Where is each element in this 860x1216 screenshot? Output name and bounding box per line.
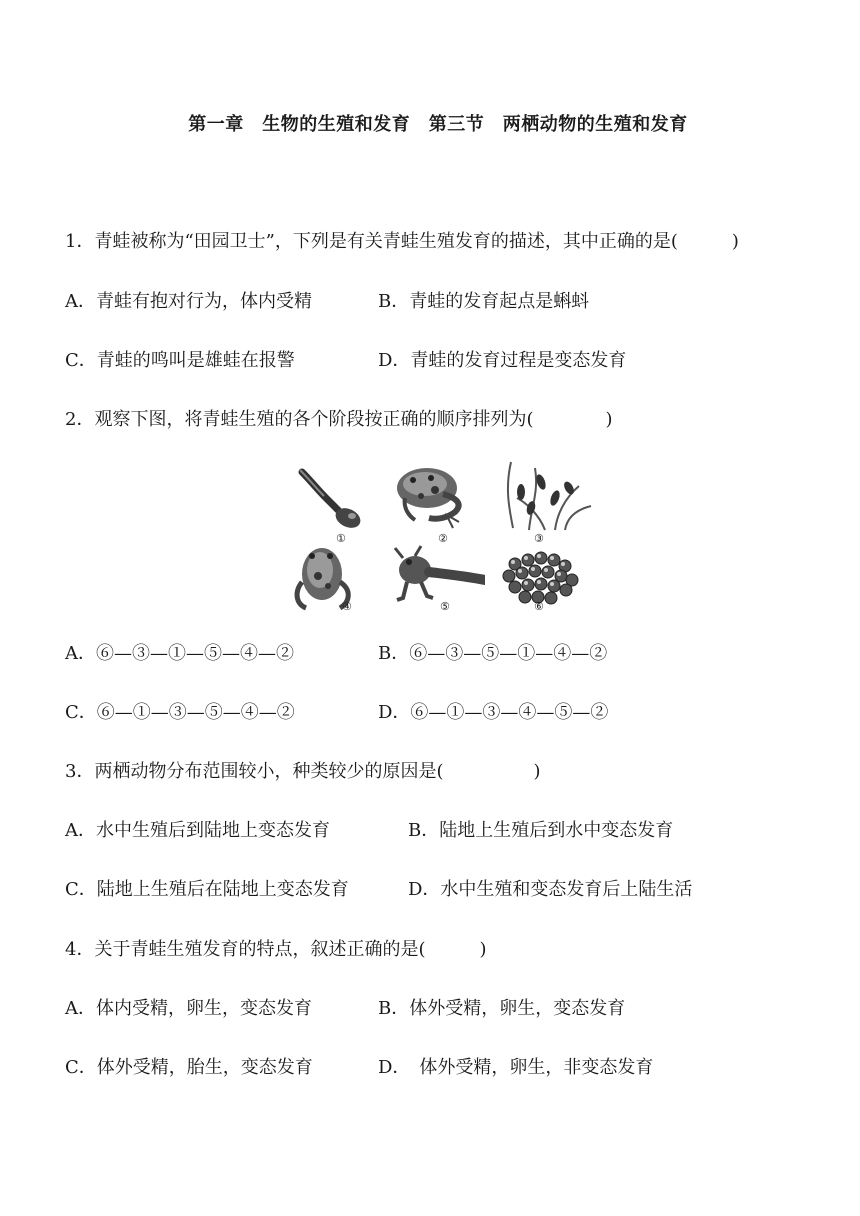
figure-label-2: ② — [438, 532, 448, 545]
question-4-option-c: C．体外受精，胎生，变态发育 — [65, 1057, 313, 1078]
figure-label-5: ⑤ — [440, 600, 450, 613]
question-2-option-b: B．⑥—③—⑤—①—④—② — [378, 643, 608, 664]
question-4-option-d: D． 体外受精，卵生，非变态发育 — [378, 1057, 654, 1078]
question-3-stem: 3．两栖动物分布范围较小，种类较少的原因是( ) — [65, 761, 541, 782]
question-1-option-c: C．青蛙的鸣叫是雄蛙在报警 — [65, 350, 295, 371]
figure-label-4: ④ — [342, 600, 352, 613]
question-1-option-a: A．青蛙有抱对行为，体内受精 — [65, 291, 312, 312]
question-1-option-b: B．青蛙的发育起点是蝌蚪 — [378, 291, 590, 312]
question-3-option-a: A．水中生殖后到陆地上变态发育 — [65, 820, 330, 841]
frog-life-cycle-figure — [290, 458, 590, 618]
question-4-option-b: B．体外受精，卵生，变态发育 — [378, 998, 626, 1019]
frog-eggs-icon — [495, 542, 595, 622]
adult-frog-icon — [385, 458, 485, 538]
question-2-stem: 2．观察下图，将青蛙生殖的各个阶段按正确的顺序排列为( ) — [65, 409, 613, 430]
question-2-option-a: A．⑥—③—①—⑤—④—② — [65, 643, 294, 664]
question-3-option-c: C．陆地上生殖后在陆地上变态发育 — [65, 879, 349, 900]
figure-label-3: ③ — [534, 532, 544, 545]
figure-label-1: ① — [336, 532, 346, 545]
question-4-stem: 4．关于青蛙生殖发育的特点，叙述正确的是( ) — [65, 939, 487, 960]
tadpole-icon — [290, 458, 390, 538]
young-frog-icon — [290, 542, 390, 622]
question-1-stem: 1．青蛙被称为“田园卫士”，下列是有关青蛙生殖发育的描述，其中正确的是( ) — [65, 231, 739, 252]
tadpoles-in-grass-icon — [495, 458, 595, 538]
question-3-option-b: B．陆地上生殖后到水中变态发育 — [408, 820, 674, 841]
figure-label-6: ⑥ — [534, 600, 544, 613]
question-2-option-c: C．⑥—①—③—⑤—④—② — [65, 702, 295, 723]
question-2-option-d: D．⑥—①—③—④—⑤—② — [378, 702, 609, 723]
question-4-option-a: A．体内受精，卵生，变态发育 — [65, 998, 312, 1019]
question-3-option-d: D．水中生殖和变态发育后上陆生活 — [408, 879, 693, 900]
tadpole-with-legs-icon — [385, 542, 485, 622]
page-title: 第一章 生物的生殖和发育 第三节 两栖动物的生殖和发育 — [188, 114, 688, 135]
question-1-option-d: D．青蛙的发育过程是变态发育 — [378, 350, 627, 371]
